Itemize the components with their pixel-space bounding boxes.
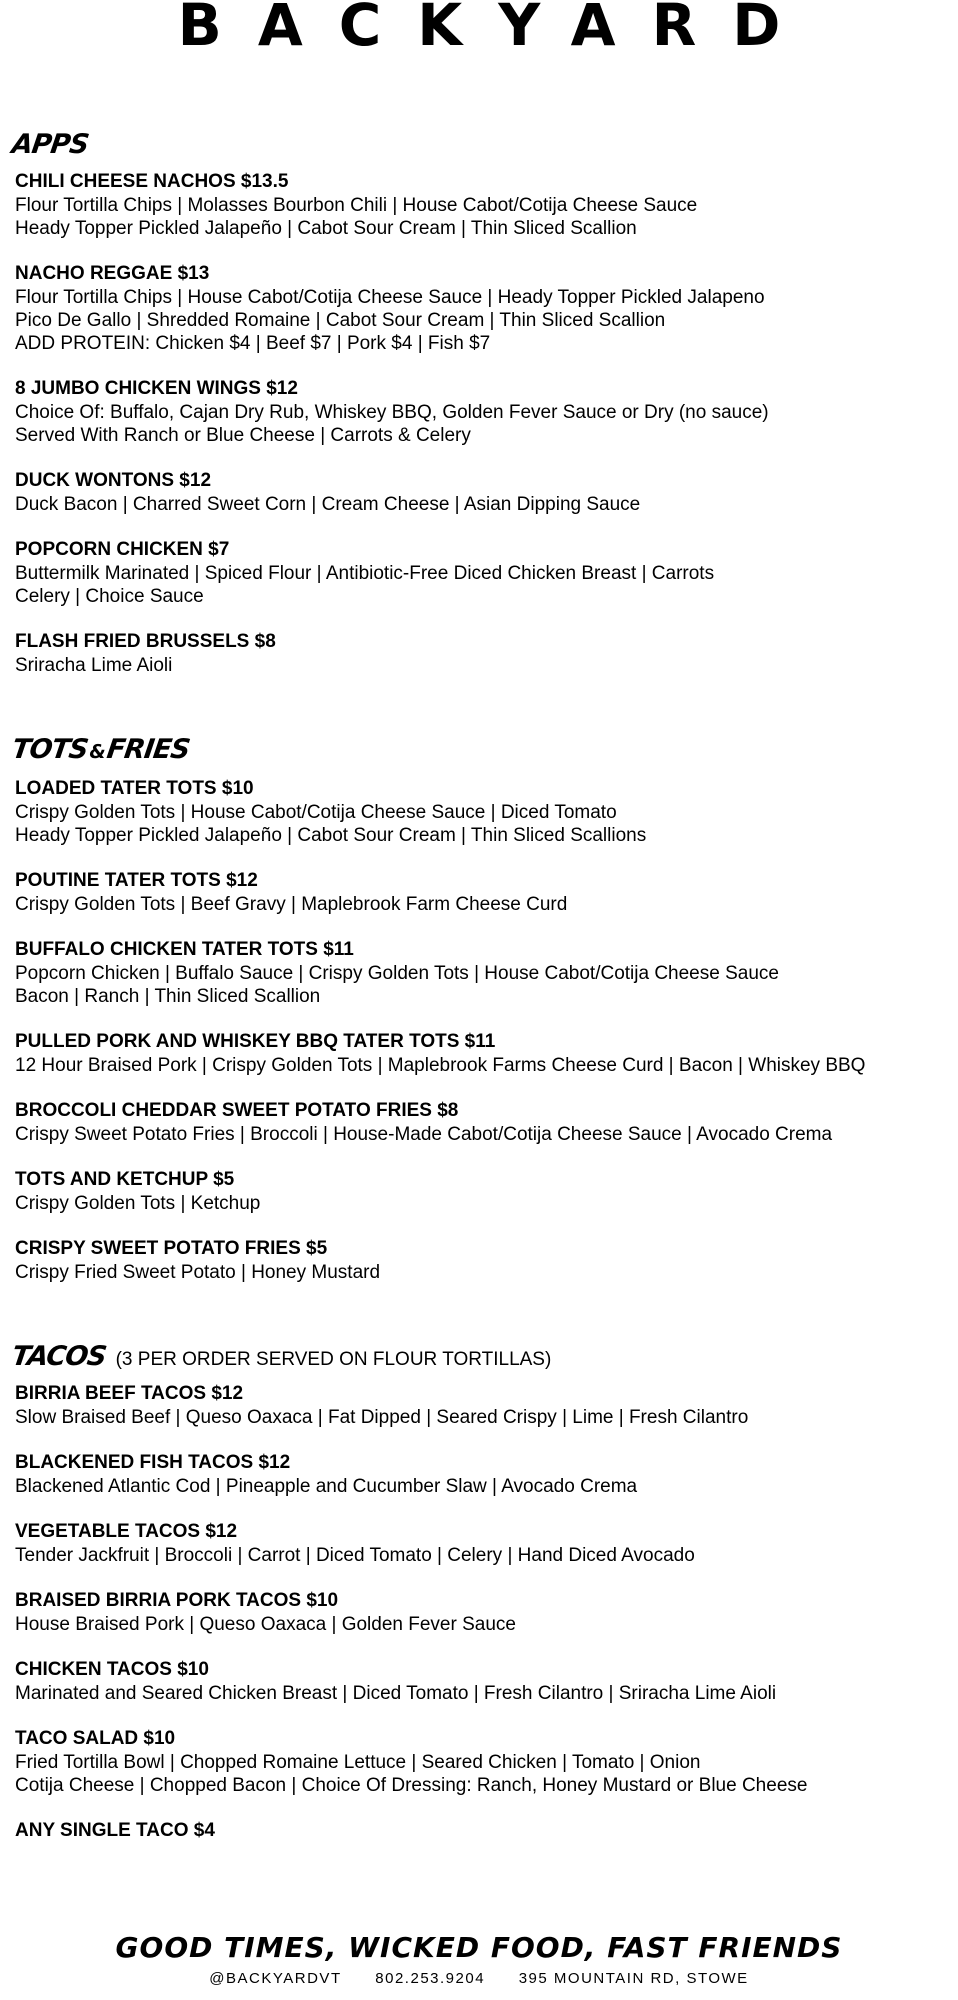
section-title-tacos: TACOS <box>9 1341 108 1372</box>
item-desc: Buttermilk Marinated | Spiced Flour | Antibiotic-Free Diced Chicken Breast | Carrots <box>15 563 715 584</box>
item-name: LOADED TATER TOTS $10 <box>15 778 254 799</box>
item-desc: Popcorn Chicken | Buffalo Sauce | Crispy Golden Tots | House Cabot/Cotija Cheese Sauce <box>15 963 779 984</box>
contact-line <box>0 1970 958 1987</box>
item-desc: Crispy Sweet Potato Fries | Broccoli | House-Made Cabot/Cotija Cheese Sauce | Avocado Crema <box>15 1124 833 1145</box>
item-desc: Heady Topper Pickled Jalapeño | Cabot Sour Cream | Thin Sliced Scallions <box>15 825 647 846</box>
item-name: PULLED PORK AND WHISKEY BBQ TATER TOTS $11 <box>15 1031 496 1052</box>
item-name: NACHO REGGAE $13 <box>15 263 210 284</box>
item-desc: Marinated and Seared Chicken Breast | Diced Tomato | Fresh Cilantro | Sriracha Lime Aioli <box>15 1683 777 1704</box>
menu-item <box>15 1099 955 1146</box>
section-apps <box>9 128 955 677</box>
item-name: BIRRIA BEEF TACOS $12 <box>15 1383 244 1404</box>
section-title-tots-fries <box>9 733 191 769</box>
item-desc: Bacon | Ranch | Thin Sliced Scallion <box>15 986 321 1007</box>
section-tacos <box>9 1340 955 1843</box>
item-desc: ADD PROTEIN: Chicken $4 | Beef $7 | Pork $4 | Fish $7 <box>15 333 491 354</box>
item-name: TACO SALAD $10 <box>15 1728 176 1749</box>
section-tots-fries <box>10 733 955 1284</box>
item-name: CRISPY SWEET POTATO FRIES $5 <box>15 1238 328 1259</box>
item-desc: Sriracha Lime Aioli <box>15 655 173 676</box>
item-desc: Crispy Golden Tots | Beef Gravy | Maplebrook Farm Cheese Curd <box>15 894 568 915</box>
item-name: BUFFALO CHICKEN TATER TOTS $11 <box>15 939 354 960</box>
menu-item <box>15 1589 955 1636</box>
tagline: GOOD TIMES, WICKED FOOD, FAST FRIENDS <box>115 1931 843 1964</box>
menu-item <box>15 630 955 677</box>
item-desc: Choice Of: Buffalo, Cajan Dry Rub, Whiskey BBQ, Golden Fever Sauce or Dry (no sauce) <box>15 402 769 423</box>
menu-item <box>15 170 955 240</box>
menu-item <box>15 777 955 847</box>
menu-item <box>15 1451 955 1498</box>
menu-item <box>15 1658 955 1705</box>
phone-number: 802.253.9204 <box>375 1970 486 1987</box>
item-name: CHICKEN TACOS $10 <box>15 1659 209 1680</box>
menu-item <box>15 1237 955 1284</box>
item-desc: Slow Braised Beef | Queso Oaxaca | Fat Dipped | Seared Crispy | Lime | Fresh Cilantro <box>15 1407 749 1428</box>
menu-item <box>15 1520 955 1567</box>
menu-item <box>15 938 955 1008</box>
section-header <box>9 1340 955 1374</box>
menu-item <box>15 869 955 916</box>
item-desc: Fried Tortilla Bowl | Chopped Romaine Lettuce | Seared Chicken | Tomato | Onion <box>15 1752 701 1773</box>
menu-item <box>15 538 955 608</box>
menu-item <box>15 1727 955 1797</box>
section-title-part: TOTS <box>10 734 90 765</box>
item-desc: Crispy Golden Tots | Ketchup <box>15 1193 261 1214</box>
item-desc: Tender Jackfruit | Broccoli | Carrot | Diced Tomato | Celery | Hand Diced Avocado <box>15 1545 695 1566</box>
item-name: BRAISED BIRRIA PORK TACOS $10 <box>15 1590 339 1611</box>
item-desc: Cotija Cheese | Chopped Bacon | Choice Of Dressing: Ranch, Honey Mustard or Blue Cheese <box>15 1775 808 1796</box>
item-name: FLASH FRIED BRUSSELS $8 <box>15 631 276 652</box>
item-name: ANY SINGLE TACO $4 <box>15 1820 215 1841</box>
item-name: BROCCOLI CHEDDAR SWEET POTATO FRIES $8 <box>15 1100 459 1121</box>
section-title-apps: APPS <box>9 129 91 160</box>
item-desc: Celery | Choice Sauce <box>15 586 204 607</box>
menu-item <box>15 1030 955 1077</box>
item-desc: Flour Tortilla Chips | Molasses Bourbon Chili | House Cabot/Cotija Cheese Sauce <box>15 195 698 216</box>
item-name: VEGETABLE TACOS $12 <box>15 1521 238 1542</box>
section-header <box>9 128 955 162</box>
menu-item <box>15 377 955 447</box>
item-name: 8 JUMBO CHICKEN WINGS $12 <box>15 378 298 399</box>
footer <box>0 1930 958 1987</box>
logo-backyard: BACKYARD <box>177 0 817 59</box>
item-desc: Flour Tortilla Chips | House Cabot/Cotija Cheese Sauce | Heady Topper Pickled Jalapeno <box>15 287 765 308</box>
menu <box>9 128 955 1865</box>
item-desc: House Braised Pork | Queso Oaxaca | Golden Fever Sauce <box>15 1614 516 1635</box>
social-handle: @BACKYARDVT <box>209 1970 342 1987</box>
menu-item <box>15 1382 955 1429</box>
menu-item <box>15 262 955 355</box>
item-desc: Duck Bacon | Charred Sweet Corn | Cream Cheese | Asian Dipping Sauce <box>15 494 641 515</box>
menu-item <box>15 1168 955 1215</box>
item-name: TOTS AND KETCHUP $5 <box>15 1169 235 1190</box>
item-desc: Crispy Fried Sweet Potato | Honey Mustard <box>15 1262 381 1283</box>
item-name: DUCK WONTONS $12 <box>15 470 212 491</box>
section-note: (3 PER ORDER SERVED ON FLOUR TORTILLAS) <box>115 1349 552 1370</box>
item-name: CHILI CHEESE NACHOS $13.5 <box>15 171 289 192</box>
section-title-part: FRIES <box>104 734 192 765</box>
item-desc: Heady Topper Pickled Jalapeño | Cabot Sour Cream | Thin Sliced Scallion <box>15 218 637 239</box>
menu-item <box>15 469 955 516</box>
item-desc: Crispy Golden Tots | House Cabot/Cotija Cheese Sauce | Diced Tomato <box>15 802 617 823</box>
section-title-amp: & <box>87 741 107 763</box>
section-header <box>12 733 955 769</box>
item-desc: Pico De Gallo | Shredded Romaine | Cabot Sour Cream | Thin Sliced Scallion <box>15 310 666 331</box>
item-name: BLACKENED FISH TACOS $12 <box>15 1452 291 1473</box>
menu-item <box>15 1819 955 1843</box>
address: 395 MOUNTAIN RD, STOWE <box>518 1970 749 1987</box>
item-name: POUTINE TATER TOTS $12 <box>15 870 258 891</box>
item-desc: Served With Ranch or Blue Cheese | Carrots & Celery <box>15 425 471 446</box>
item-desc: Blackened Atlantic Cod | Pineapple and Cucumber Slaw | Avocado Crema <box>15 1476 638 1497</box>
item-name: POPCORN CHICKEN $7 <box>15 539 230 560</box>
item-desc: 12 Hour Braised Pork | Crispy Golden Tots | Maplebrook Farms Cheese Curd | Bacon | Whiskey BBQ <box>15 1055 866 1076</box>
